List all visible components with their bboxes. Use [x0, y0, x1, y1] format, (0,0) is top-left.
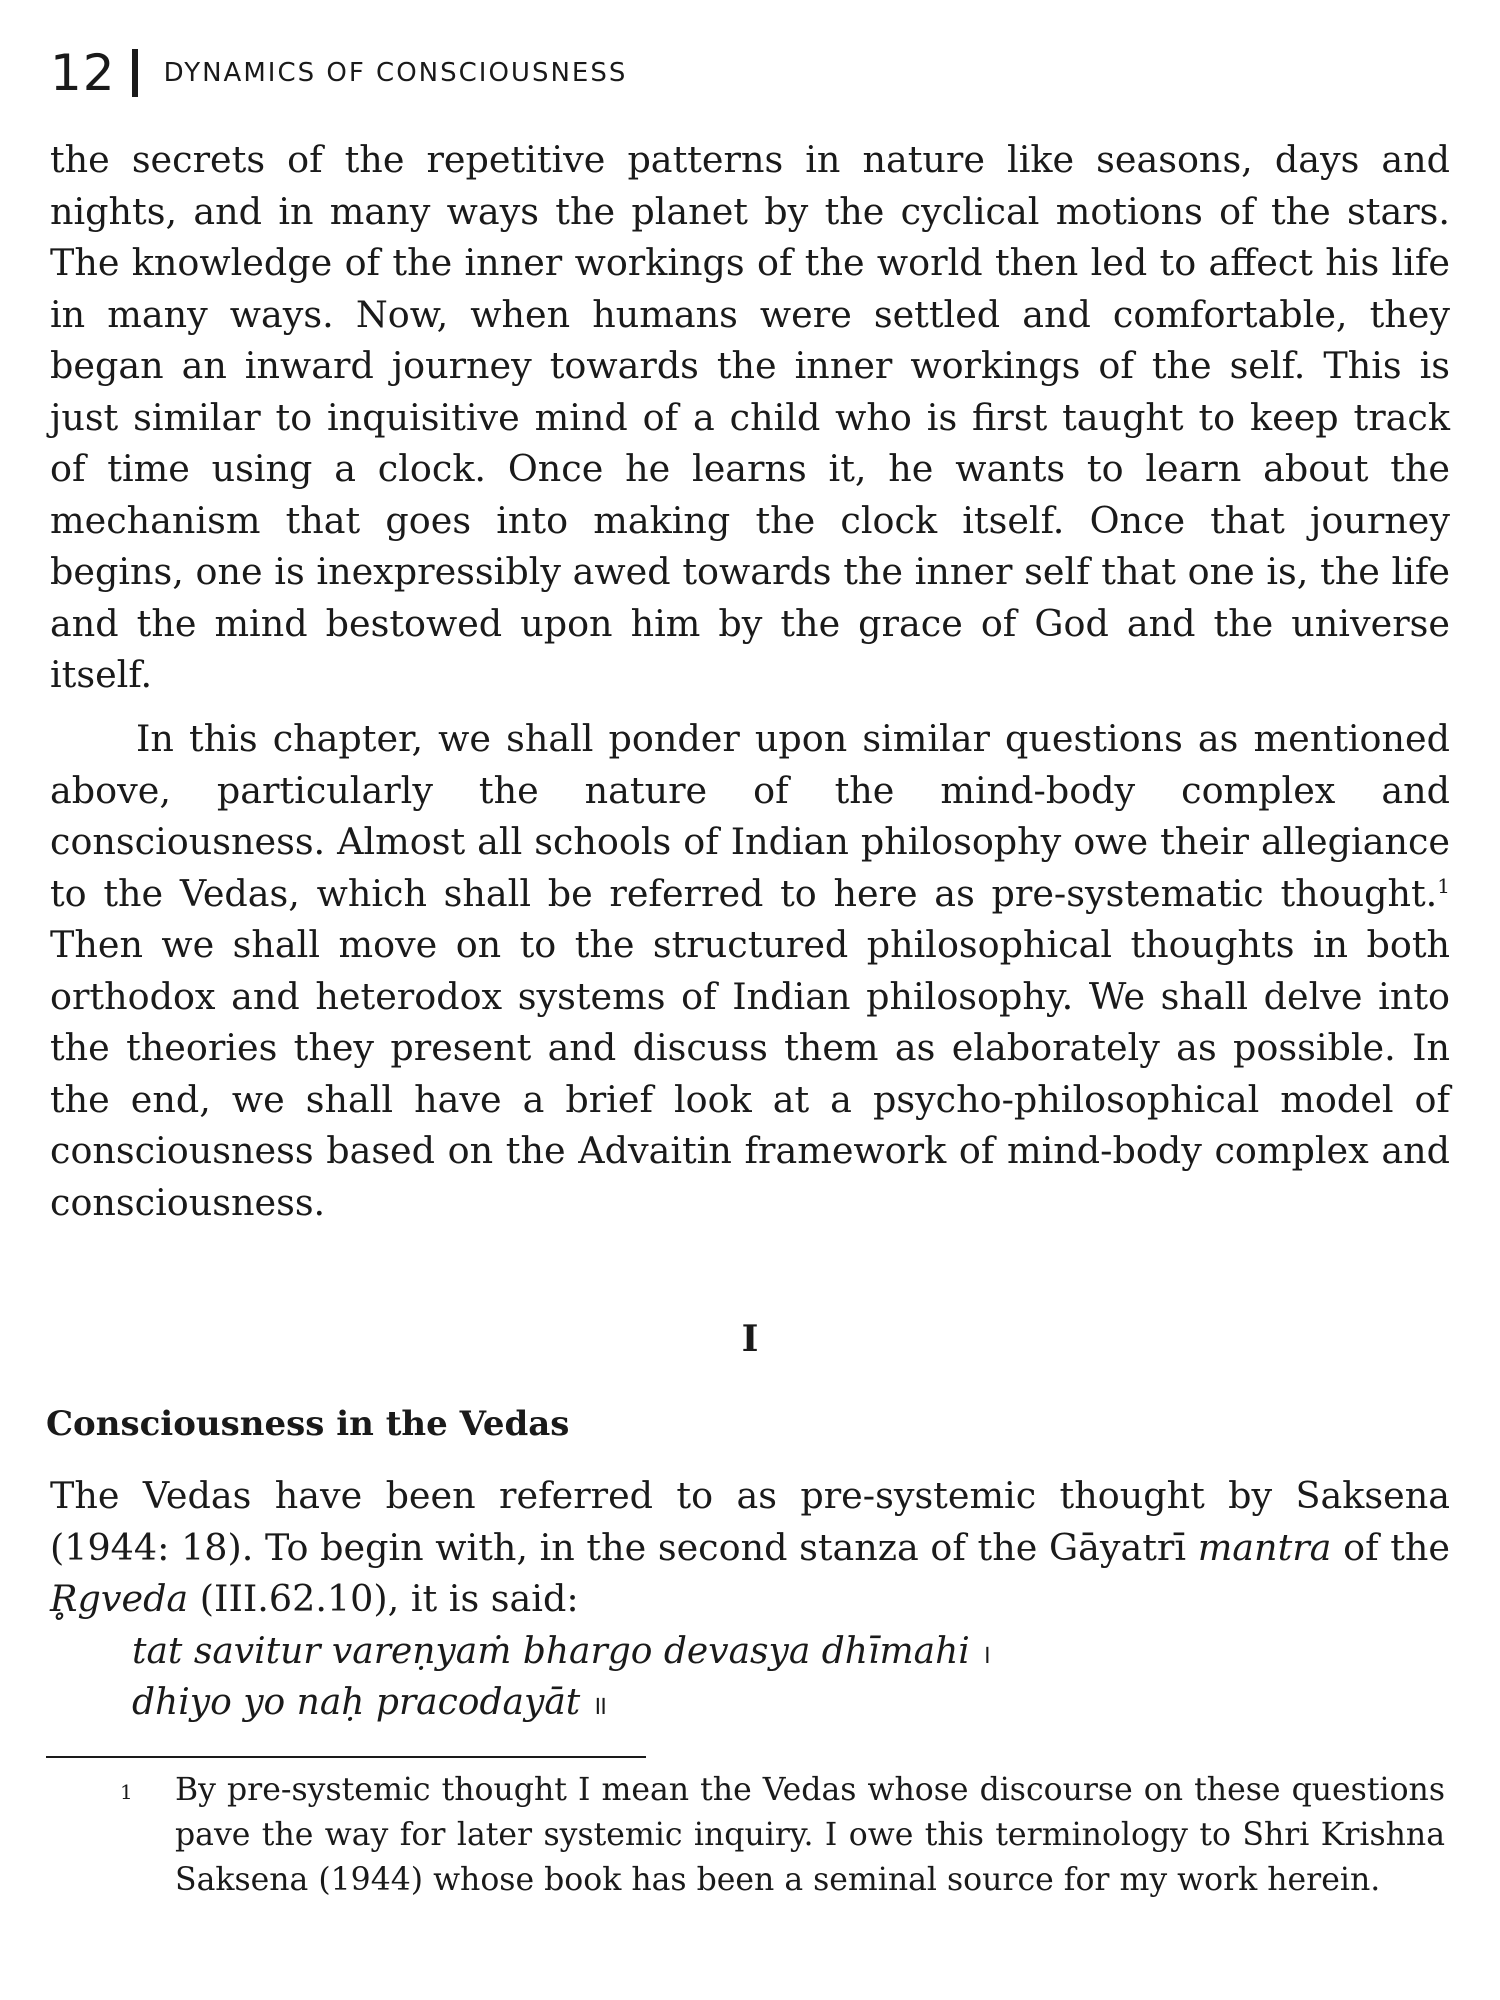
double-danda-mark: ॥ [591, 1691, 608, 1721]
footnote-text: By pre-systemic thought I mean the Vedas whose discourse on these questions pave the way for later systemic inquiry. I owe this terminology to Shri Krishna Saksena (1944) whose book has been a seminal source for my work herein. [175, 1772, 1445, 1898]
continued-paragraph [50, 134, 1450, 701]
footnote-marker: 1 [120, 1780, 133, 1804]
paragraph-text: the secrets of the repetitive patterns in nature like seasons, days and nights, and in many ways the planet by the cyclical motions of the stars. The knowledge of the inner workings of the world then led to affect his life in many ways. Now, when humans were settled and comfortable, they began an inward journey towards the inner workings of the self. This is just similar to inquisitive mind of a child who is first taught to keep track of time using a clock. Once he learns it, he wants to learn about the mechanism that goes into making the clock itself. Once that journey begins, one is inexpressibly awed towards the inner self that one is, the life and the mind bestowed upon him by the grace of God and the universe itself. [50, 138, 1450, 696]
footnote-divider [46, 1756, 646, 1758]
section-heading: Consciousness in the Vedas [46, 1404, 570, 1444]
verse-line-1: tat savitur vareṇyaṁ bhargo devasya dhīmahi । [132, 1631, 992, 1672]
section-numeral: I [741, 1318, 759, 1360]
section-paragraph [50, 1470, 1450, 1625]
verse-block [132, 1628, 991, 1730]
chapter-intro-paragraph [50, 713, 1450, 1228]
paragraph-text-continued: of the [1331, 1525, 1450, 1569]
running-title: DYNAMICS OF CONSCIOUSNESS [163, 58, 628, 88]
running-head [50, 44, 627, 104]
paragraph-text-end: (III.62.10), it is said: [188, 1577, 579, 1620]
paragraph-text: In this chapter, we shall ponder upon similar questions as mentioned above, particularly the nature of the mind-body complex and consciousness. Almost all schools of Indian philosophy owe their allegiance to the Vedas, which shall be referred to here as pre-systematic thought. [50, 717, 1450, 915]
footnote-reference[interactable]: 1 [1437, 873, 1450, 898]
term-rgveda: R̥gveda [50, 1577, 189, 1620]
verse-line-2: dhiyo yo naḥ pracodayāt ॥ [132, 1682, 608, 1723]
paragraph-text: The Vedas have been referred to as pre-systemic thought by Saksena (1944: 18). To begin with, in the second stanza of the Gāyatrī [50, 1474, 1450, 1569]
term-mantra: mantra [1197, 1525, 1332, 1569]
page-number: 12 [50, 44, 116, 102]
header-divider [132, 49, 138, 97]
paragraph-text-continued: Then we shall move on to the structured philosophical thoughts in both orthodox and heterodox systems of Indian philosophy. We shall delve into the theories they present and discuss them as elaborately as possible. In the end, we shall have a brief look at a psycho-philosophical model of consciousness based on the Advaitin framework of mind-body complex and consciousness. [50, 923, 1450, 1224]
danda-mark: । [981, 1640, 992, 1670]
